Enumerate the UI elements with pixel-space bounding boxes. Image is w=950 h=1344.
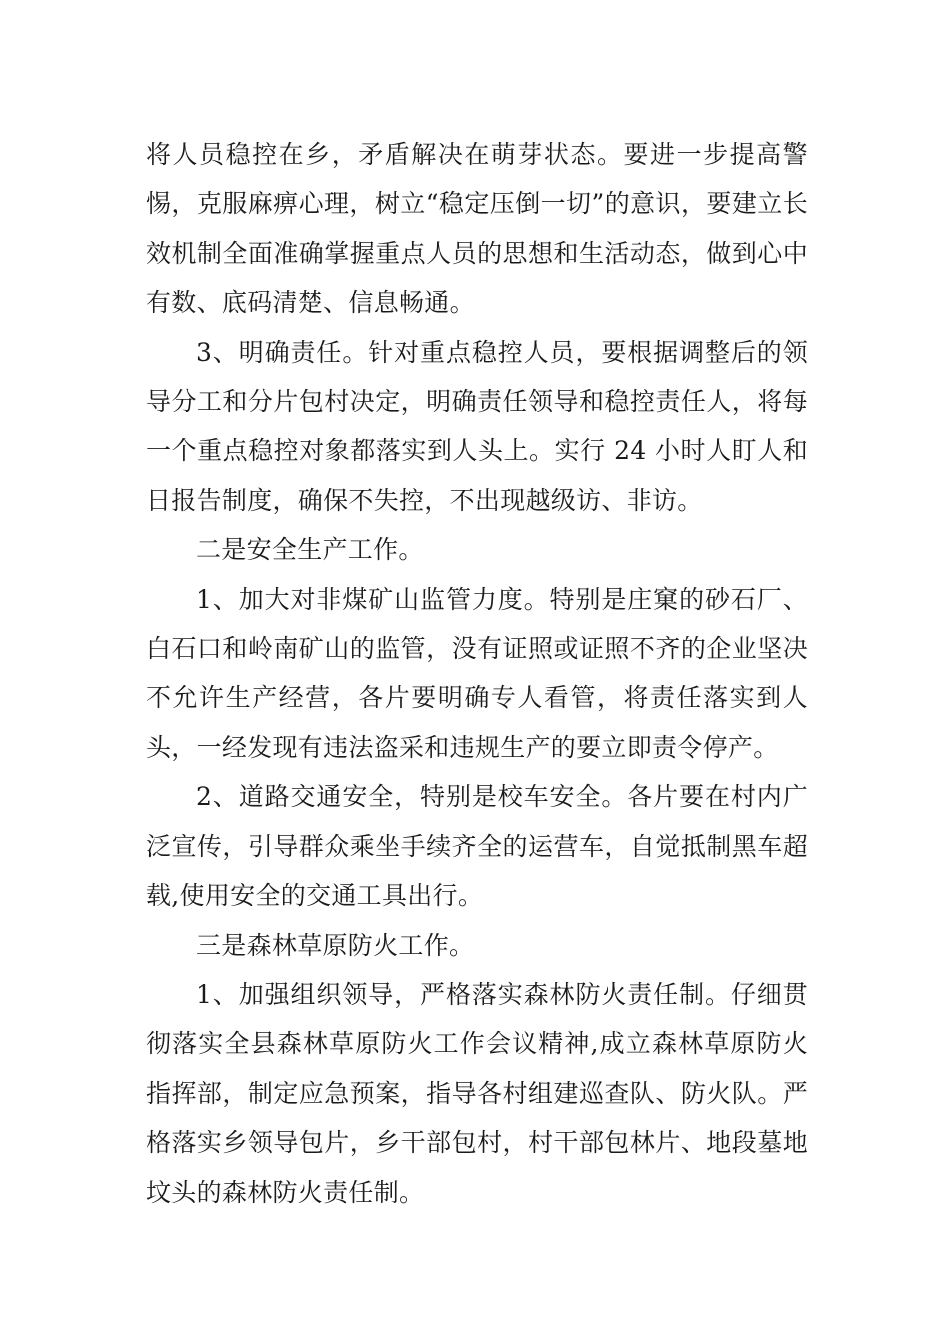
heading-production-safety: 二是安全生产工作。 [196,535,424,565]
paragraph-clarify-responsibility: 3、明确责任。针对重点稳控人员，要根据调整后的领导分工和分片包村决定，明确责任领导和稳控责任人，将每一个重点稳控对象都落实到人头上。实行 24 小时人盯人和日报告制度，确保不失控，不出现越级访、非访。 [146,337,808,515]
document-body [146,130,808,1217]
paragraph-stability-continued: 将人员稳控在乡，矛盾解决在萌芽状态。要进一步提高警惕，克服麻痹心理，树立“稳定压倒一切”的意识，要建立长效机制全面准确掌握重点人员的思想和生活动态，做到心中有数、底码清楚、信息畅通。 [146,140,808,318]
paragraph-fire-organization: 1、加强组织领导，严格落实森林防火责任制。仔细贯彻落实全县森林草原防火工作会议精神,成立森林草原防火指挥部，制定应急预案，指导各村组建巡查队、防火队。严格落实乡领导包片，乡干部包村，村干部包林片、地段墓地坟头的森林防火责任制。 [146,979,808,1207]
paragraph-road-traffic-safety: 2、道路交通安全，特别是校车安全。各片要在村内广泛宣传，引导群众乘坐手续齐全的运营车，自觉抵制黑车超载,使用安全的交通工具出行。 [146,782,808,911]
paragraph-mine-supervision: 1、加大对非煤矿山监管力度。特别是庄窠的砂石厂、白石口和岭南矿山的监管，没有证照或证照不齐的企业坚决不允许生产经营，各片要明确专人看管，将责任落实到人头，一经发现有违法盗采和违规生产的要立即责令停产。 [146,584,808,762]
heading-forest-fire-prevention: 三是森林草原防火工作。 [196,930,475,960]
